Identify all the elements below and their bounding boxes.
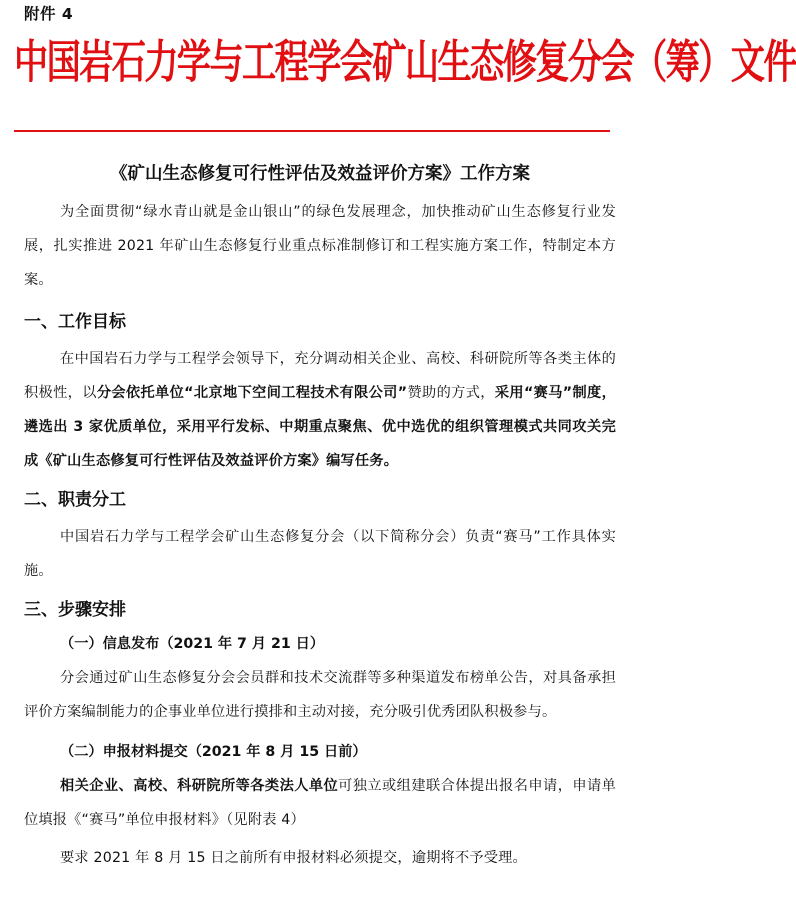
step1-paragraph: 分会通过矿山生态修复分会会员群和技术交流群等多种渠道发布榜单公告，对具备承担评价方案编制能力的企事业单位进行摸排和主动对接，充分吸引优秀团队积极参与。 — [24, 670, 616, 720]
goals-text-bold-1: 分会依托单位“北京地下空间工程技术有限公司” — [96, 385, 408, 401]
section-heading-goals: 一、工作目标 — [24, 312, 126, 332]
responsibilities-paragraph: 中国岩石力学与工程学会矿山生态修复分会（以下简称分会）负责“赛马”工作具体实施。 — [24, 529, 616, 579]
red-header-banner: 中国岩石力学与工程学会矿山生态修复分会（筹）文件 — [14, 34, 796, 89]
goals-text-bold-2: 采用“赛马”制度，遴选出 3 家优质单位，采用平行发标、中期重点聚焦、优中选优的组织管理模式共同攻关完成《矿山生态修复可行性评估及效益评价方案》编写任务。 — [24, 385, 616, 469]
header-divider — [14, 130, 610, 132]
intro-paragraph: 为全面贯彻“绿水青山就是金山银山”的绿色发展理念，加快推动矿山生态修复行业发展，扎实推进 2021 年矿山生态修复行业重点标准制修订和工程实施方案工作，特制定本方案。 — [24, 204, 616, 288]
goals-text-plain-2: 赞助的方式， — [407, 385, 495, 401]
step2-paragraph — [24, 769, 616, 837]
section-heading-steps: 三、步骤安排 — [24, 600, 126, 620]
step2-text-bold: 相关企业、高校、科研院所等各类法人单位 — [60, 778, 339, 794]
step1-heading: （一）信息发布（2021 年 7 月 21 日） — [60, 636, 325, 652]
step2-text-plain: 可独立或组建联合体提出报名申请，申请单位填报《“赛马”单位申报材料》（见附表 4） — [24, 778, 616, 828]
attachment-label: 附件 4 — [24, 5, 74, 23]
document-title: 《矿山生态修复可行性评估及效益评价方案》工作方案 — [110, 164, 530, 184]
section-heading-responsibilities: 二、职责分工 — [24, 490, 126, 510]
step2-heading: （二）申报材料提交（2021 年 8 月 15 日前） — [60, 744, 367, 760]
deadline-paragraph: 要求 2021 年 8 月 15 日之前所有申报材料必须提交，逾期将不予受理。 — [60, 850, 527, 866]
goals-text-plain-1: 在中国岩石力学与工程学会领导下，充分调动相关企业、高校、科研院所等各类主体的积极性，以 — [24, 351, 616, 401]
goals-paragraph — [24, 342, 616, 478]
